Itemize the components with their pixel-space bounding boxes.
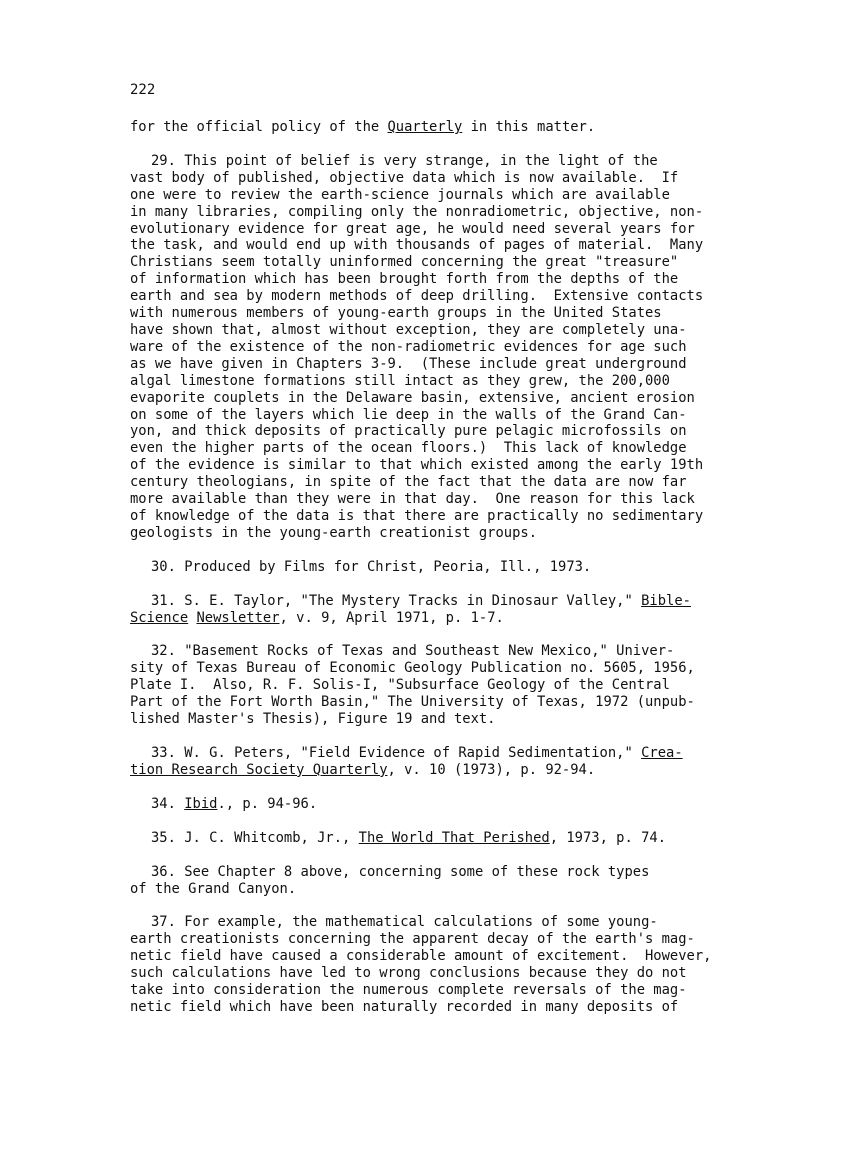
text-run: of information which has been brought forth from the depths of the xyxy=(130,271,679,288)
text-run: Christians seem totally uninformed concerning the great "treasure" xyxy=(130,254,679,271)
text-line xyxy=(130,948,730,965)
text-run: ware of the existence of the non-radiometric evidences for age such xyxy=(130,338,687,355)
text-run: Plate I. Also, R. F. Solis-I, "Subsurface Geology of the Central xyxy=(130,677,670,694)
text-run: more available than they were in that day. One reason for this lack xyxy=(130,491,695,508)
underlined-title: Ibid xyxy=(184,795,218,812)
footnote-32 xyxy=(130,643,730,728)
underlined-title: Newsletter xyxy=(196,609,280,626)
text-run: 30. Produced by Films for Christ, Peoria, Ill., 1973. xyxy=(151,558,592,575)
text-line xyxy=(130,221,730,238)
text-run: have shown that, almost without exception, they are completely una- xyxy=(130,321,687,338)
text-line xyxy=(130,643,730,660)
text-line xyxy=(130,931,730,948)
text-run: 33. W. G. Peters, "Field Evidence of Rapid Sedimentation," xyxy=(151,745,642,761)
text-line xyxy=(130,237,730,254)
text-line xyxy=(130,982,730,999)
text-run: 32. "Basement Rocks of Texas and Southeast New Mexico," Univer- xyxy=(151,643,675,660)
text-line xyxy=(130,322,730,339)
footnote-31 xyxy=(130,593,730,627)
footnote-30 xyxy=(130,559,730,576)
text-line xyxy=(130,474,730,491)
underlined-title: Quarterly xyxy=(387,119,463,135)
text-run: vast body of published, objective data which is now available. If xyxy=(130,169,679,186)
text-run: such calculations have led to wrong conclusions because they do not xyxy=(130,965,687,982)
text-run: netic field which have been naturally recorded in many deposits of xyxy=(130,998,679,1015)
text-line xyxy=(130,440,730,457)
text-run: sity of Texas Bureau of Economic Geology Publication no. 5605, 1956, xyxy=(130,660,695,677)
text-run: , 1973, p. 74. xyxy=(549,829,667,846)
text-line xyxy=(130,745,730,762)
text-line xyxy=(130,491,730,508)
text-run: 36. See Chapter 8 above, concerning some of these rock types xyxy=(151,863,650,880)
footnote-37 xyxy=(130,914,730,1015)
text-run: of the evidence is similar to that which existed among the early 19th xyxy=(130,457,704,474)
text-run: of knowledge of the data is that there are practically no sedimentary xyxy=(130,507,704,524)
text-line xyxy=(130,407,730,424)
text-line xyxy=(130,796,730,813)
continuation-paragraph xyxy=(130,119,730,136)
text-line xyxy=(130,339,730,356)
text-line xyxy=(130,694,730,711)
text-run: lished Master's Thesis), Figure 19 and text. xyxy=(130,711,496,728)
text-run: evolutionary evidence for great age, he would need several years for xyxy=(130,220,695,237)
text-line xyxy=(130,254,730,271)
footnote-34 xyxy=(130,796,730,813)
text-line xyxy=(130,864,730,881)
text-run: 34. xyxy=(151,795,185,812)
text-line xyxy=(130,525,730,542)
footnote-36 xyxy=(130,864,730,898)
text-line xyxy=(130,288,730,305)
text-line xyxy=(130,881,730,898)
text-line xyxy=(130,660,730,677)
text-line xyxy=(130,423,730,440)
text-run: for the official policy of the xyxy=(130,119,388,135)
underlined-title: Science xyxy=(130,609,189,626)
text-run: earth creationists concerning the apparent decay of the earth's mag- xyxy=(130,931,695,948)
text-run: algal limestone formations still intact as they grew, the 200,000 xyxy=(130,372,670,389)
text-run: with numerous members of young-earth groups in the United States xyxy=(130,305,662,322)
footnote-29 xyxy=(130,153,730,542)
text-line xyxy=(130,677,730,694)
text-run: 31. S. E. Taylor, "The Mystery Tracks in Dinosaur Valley," xyxy=(151,592,642,609)
text-run: in many libraries, compiling only the nonradiometric, objective, non- xyxy=(130,203,704,220)
text-run: , v. 10 (1973), p. 92-94. xyxy=(387,761,596,778)
text-run: geologists in the young-earth creationist groups. xyxy=(130,524,538,541)
text-line xyxy=(130,356,730,373)
text-line xyxy=(130,153,730,170)
text-run: ., p. 94-96. xyxy=(217,795,318,812)
text-run: earth and sea by modern methods of deep drilling. Extensive contacts xyxy=(130,288,704,305)
text-run: 35. J. C. Whitcomb, Jr., xyxy=(151,829,359,846)
text-run: Part of the Fort Worth Basin," The University of Texas, 1972 (unpub- xyxy=(130,694,695,711)
text-run: 29. This point of belief is very strange, in the light of the xyxy=(151,152,658,169)
text-line xyxy=(130,762,730,779)
underlined-title: The World That Perished xyxy=(358,829,550,846)
footnote-35 xyxy=(130,830,730,847)
text-line xyxy=(130,508,730,525)
underlined-title: Crea- xyxy=(641,745,683,761)
page-number: 222 xyxy=(130,82,156,98)
underlined-title: Bible- xyxy=(641,592,691,609)
text-line xyxy=(130,999,730,1016)
body-text xyxy=(130,119,730,1016)
text-line xyxy=(130,914,730,931)
text-run: netic field have caused a considerable amount of excitement. However, xyxy=(130,948,712,965)
text-line xyxy=(130,305,730,322)
text-run: 37. For example, the mathematical calculations of some young- xyxy=(151,914,658,931)
text-line xyxy=(130,187,730,204)
text-run: one were to review the earth-science journals which are available xyxy=(130,186,670,203)
text-run: evaporite couplets in the Delaware basin, extensive, ancient erosion xyxy=(130,389,695,406)
text-line xyxy=(130,711,730,728)
footnote-33 xyxy=(130,745,730,779)
text-run: yon, and thick deposits of practically pure pelagic microfossils on xyxy=(130,423,687,440)
text-line xyxy=(130,593,730,610)
text-line xyxy=(130,390,730,407)
text-line xyxy=(130,271,730,288)
text-line xyxy=(130,965,730,982)
text-run: , v. 9, April 1971, p. 1-7. xyxy=(279,609,504,626)
text-line xyxy=(130,170,730,187)
text-run: even the higher parts of the ocean floors.) This lack of knowledge xyxy=(130,440,687,457)
text-line xyxy=(130,204,730,221)
text-line xyxy=(130,457,730,474)
text-run: century theologians, in spite of the fact that the data are now far xyxy=(130,474,687,491)
text-line xyxy=(130,559,730,576)
text-run: of the Grand Canyon. xyxy=(130,880,297,897)
text-run: as we have given in Chapters 3-9. (These include great underground xyxy=(130,355,687,372)
text-run: on some of the layers which lie deep in the walls of the Grand Can- xyxy=(130,406,687,423)
underlined-title: tion Research Society Quarterly xyxy=(130,761,388,778)
text-line xyxy=(130,119,730,136)
text-run: take into consideration the numerous complete reversals of the mag- xyxy=(130,982,687,999)
text-run: in this matter. xyxy=(462,119,596,135)
text-run: the task, and would end up with thousands of pages of material. Many xyxy=(130,237,704,254)
text-line xyxy=(130,830,730,847)
text-line xyxy=(130,610,730,627)
text-line xyxy=(130,373,730,390)
